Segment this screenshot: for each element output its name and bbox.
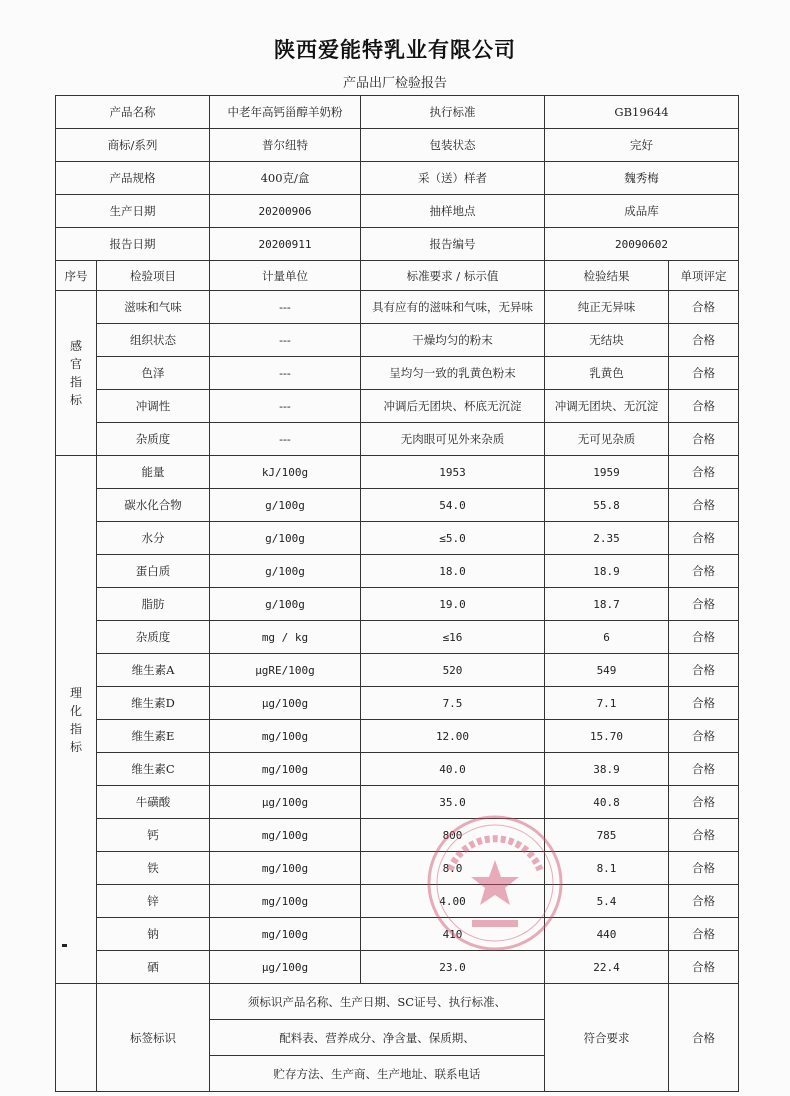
cell-result: 冲调无团块、无沉淀: [545, 390, 669, 423]
info-value: 完好: [545, 129, 739, 162]
sensory-category: 感 官 指 标: [56, 291, 97, 456]
cell-result: 38.9: [545, 753, 669, 786]
cell-result: 无可见杂质: [545, 423, 669, 456]
info-value: 中老年高钙甾醇羊奶粉: [210, 96, 361, 129]
cell-verdict: 合格: [669, 918, 739, 951]
physchem-row: [56, 522, 739, 555]
cell-verdict: 合格: [669, 819, 739, 852]
cell-verdict: 合格: [669, 720, 739, 753]
cell-standard: 呈均匀一致的乳黄色粉末: [361, 357, 545, 390]
cell-verdict: 合格: [669, 786, 739, 819]
cell-unit: ---: [210, 291, 361, 324]
info-label: 采（送）样者: [361, 162, 545, 195]
cell-standard: 410: [361, 918, 545, 951]
info-value: 20200911: [210, 228, 361, 261]
cell-result: 2.35: [545, 522, 669, 555]
cell-result: 18.7: [545, 588, 669, 621]
cell-item: 维生素D: [97, 687, 210, 720]
cell-result: 55.8: [545, 489, 669, 522]
physchem-row: [56, 588, 739, 621]
col-seq: 序号: [56, 261, 97, 291]
info-row-spec: [56, 162, 739, 195]
cell-standard: ≤5.0: [361, 522, 545, 555]
cell-verdict: 合格: [669, 621, 739, 654]
info-value: 400克/盒: [210, 162, 361, 195]
cell-item: 锌: [97, 885, 210, 918]
cell-item: 维生素A: [97, 654, 210, 687]
cell-verdict: 合格: [669, 357, 739, 390]
cell-result: 18.9: [545, 555, 669, 588]
cell-verdict: 合格: [669, 588, 739, 621]
physchem-row: [56, 456, 739, 489]
cell-unit: μg/100g: [210, 786, 361, 819]
info-label: 报告编号: [361, 228, 545, 261]
cell-standard: 8.0: [361, 852, 545, 885]
cell-unit: g/100g: [210, 522, 361, 555]
cell-unit: ---: [210, 357, 361, 390]
cell-item: 维生素E: [97, 720, 210, 753]
info-label: 包装状态: [361, 129, 545, 162]
cell-verdict: 合格: [669, 555, 739, 588]
info-row-brand: [56, 129, 739, 162]
inspection-table: [55, 95, 739, 1092]
cell-standard: 1953: [361, 456, 545, 489]
cell-standard: 54.0: [361, 489, 545, 522]
physchem-row: [56, 852, 739, 885]
cell-standard: 7.5: [361, 687, 545, 720]
cell-unit: μg/100g: [210, 687, 361, 720]
info-label: 抽样地点: [361, 195, 545, 228]
cell-standard: 23.0: [361, 951, 545, 984]
physchem-row: [56, 951, 739, 984]
cell-item: 钠: [97, 918, 210, 951]
cell-unit: mg/100g: [210, 753, 361, 786]
cell-unit: mg/100g: [210, 819, 361, 852]
cell-item: 铁: [97, 852, 210, 885]
cell-unit: g/100g: [210, 489, 361, 522]
info-row-production-date: [56, 195, 739, 228]
col-item: 检验项目: [97, 261, 210, 291]
label-requirement-line: 须标识产品名称、生产日期、SC证号、执行标准、: [210, 984, 545, 1020]
sensory-row: [56, 291, 739, 324]
physchem-row: [56, 786, 739, 819]
company-name: 陕西爱能特乳业有限公司: [274, 38, 516, 62]
info-value: 魏秀梅: [545, 162, 739, 195]
cell-standard: 40.0: [361, 753, 545, 786]
cell-standard: 12.00: [361, 720, 545, 753]
cell-standard: 520: [361, 654, 545, 687]
col-unit: 计量单位: [210, 261, 361, 291]
cell-item: 杂质度: [97, 621, 210, 654]
cell-unit: ---: [210, 390, 361, 423]
info-label: 商标/系列: [56, 129, 210, 162]
physchem-category: 理 化 指 标: [56, 456, 97, 984]
cell-result: 1959: [545, 456, 669, 489]
cell-verdict: 合格: [669, 852, 739, 885]
cell-item: 滋味和气味: [97, 291, 210, 324]
margin-mark: [62, 944, 67, 947]
info-value: 20090602: [545, 228, 739, 261]
info-value: 普尔纽特: [210, 129, 361, 162]
label-seq-cell: [56, 984, 97, 1092]
cell-unit: kJ/100g: [210, 456, 361, 489]
cell-item: 组织状态: [97, 324, 210, 357]
cell-unit: μg/100g: [210, 951, 361, 984]
physchem-row: [56, 621, 739, 654]
cell-item: 硒: [97, 951, 210, 984]
info-label: 执行标准: [361, 96, 545, 129]
cell-verdict: 合格: [669, 687, 739, 720]
cell-unit: mg / kg: [210, 621, 361, 654]
cell-unit: ---: [210, 423, 361, 456]
info-value: GB19644: [545, 96, 739, 129]
cell-result: 8.1: [545, 852, 669, 885]
cell-item: 能量: [97, 456, 210, 489]
label-item: 标签标识: [97, 984, 210, 1092]
cell-item: 碳水化合物: [97, 489, 210, 522]
physchem-row: [56, 555, 739, 588]
col-verdict: 单项评定: [669, 261, 739, 291]
info-row-report-date: [56, 228, 739, 261]
cell-verdict: 合格: [669, 885, 739, 918]
info-row-product-name: [56, 96, 739, 129]
col-result: 检验结果: [545, 261, 669, 291]
cell-standard: 无肉眼可见外来杂质: [361, 423, 545, 456]
cell-verdict: 合格: [669, 951, 739, 984]
cell-result: 22.4: [545, 951, 669, 984]
cell-verdict: 合格: [669, 522, 739, 555]
cell-item: 冲调性: [97, 390, 210, 423]
physchem-row: [56, 720, 739, 753]
cell-verdict: 合格: [669, 489, 739, 522]
physchem-row: [56, 654, 739, 687]
cell-result: 15.70: [545, 720, 669, 753]
cell-verdict: 合格: [669, 654, 739, 687]
label-verdict: 合格: [669, 984, 739, 1092]
cell-item: 蛋白质: [97, 555, 210, 588]
label-row: [56, 984, 739, 1020]
cell-result: 乳黄色: [545, 357, 669, 390]
cell-item: 杂质度: [97, 423, 210, 456]
label-requirement-line: 配料表、营养成分、净含量、保质期、: [210, 1020, 545, 1056]
cell-standard: 19.0: [361, 588, 545, 621]
info-label: 报告日期: [56, 228, 210, 261]
cell-result: 440: [545, 918, 669, 951]
cell-result: 785: [545, 819, 669, 852]
report-title: 产品出厂检验报告: [342, 76, 447, 91]
cell-verdict: 合格: [669, 456, 739, 489]
physchem-row: [56, 819, 739, 852]
info-value: 成品库: [545, 195, 739, 228]
physchem-row: [56, 489, 739, 522]
cell-item: 水分: [97, 522, 210, 555]
info-value: 20200906: [210, 195, 361, 228]
cell-verdict: 合格: [669, 390, 739, 423]
sensory-row: [56, 357, 739, 390]
physchem-row: [56, 687, 739, 720]
cell-result: 40.8: [545, 786, 669, 819]
label-requirement-line: 贮存方法、生产商、生产地址、联系电话: [210, 1056, 545, 1092]
sensory-row: [56, 324, 739, 357]
cell-verdict: 合格: [669, 753, 739, 786]
cell-item: 牛磺酸: [97, 786, 210, 819]
sensory-row: [56, 390, 739, 423]
cell-unit: ---: [210, 324, 361, 357]
label-result: 符合要求: [545, 984, 669, 1092]
cell-unit: g/100g: [210, 555, 361, 588]
cell-unit: mg/100g: [210, 885, 361, 918]
cell-verdict: 合格: [669, 423, 739, 456]
column-header-row: [56, 261, 739, 291]
cell-result: 7.1: [545, 687, 669, 720]
cell-standard: 具有应有的滋味和气味，无异味: [361, 291, 545, 324]
physchem-row: [56, 885, 739, 918]
cell-unit: mg/100g: [210, 720, 361, 753]
col-standard: 标准要求 / 标示值: [361, 261, 545, 291]
cell-result: 549: [545, 654, 669, 687]
cell-unit: g/100g: [210, 588, 361, 621]
cell-standard: 4.00: [361, 885, 545, 918]
cell-result: 纯正无异味: [545, 291, 669, 324]
cell-unit: mg/100g: [210, 918, 361, 951]
cell-standard: 18.0: [361, 555, 545, 588]
cell-unit: mg/100g: [210, 852, 361, 885]
cell-standard: 干燥均匀的粉末: [361, 324, 545, 357]
cell-result: 无结块: [545, 324, 669, 357]
sensory-row: [56, 423, 739, 456]
info-label: 生产日期: [56, 195, 210, 228]
physchem-row: [56, 753, 739, 786]
cell-verdict: 合格: [669, 324, 739, 357]
cell-item: 钙: [97, 819, 210, 852]
cell-standard: 冲调后无团块、杯底无沉淀: [361, 390, 545, 423]
cell-result: 5.4: [545, 885, 669, 918]
cell-unit: μgRE/100g: [210, 654, 361, 687]
cell-standard: ≤16: [361, 621, 545, 654]
cell-standard: 800: [361, 819, 545, 852]
cell-result: 6: [545, 621, 669, 654]
cell-item: 脂肪: [97, 588, 210, 621]
cell-verdict: 合格: [669, 291, 739, 324]
info-label: 产品规格: [56, 162, 210, 195]
info-label: 产品名称: [56, 96, 210, 129]
cell-standard: 35.0: [361, 786, 545, 819]
cell-item: 维生素C: [97, 753, 210, 786]
physchem-row: [56, 918, 739, 951]
cell-item: 色泽: [97, 357, 210, 390]
